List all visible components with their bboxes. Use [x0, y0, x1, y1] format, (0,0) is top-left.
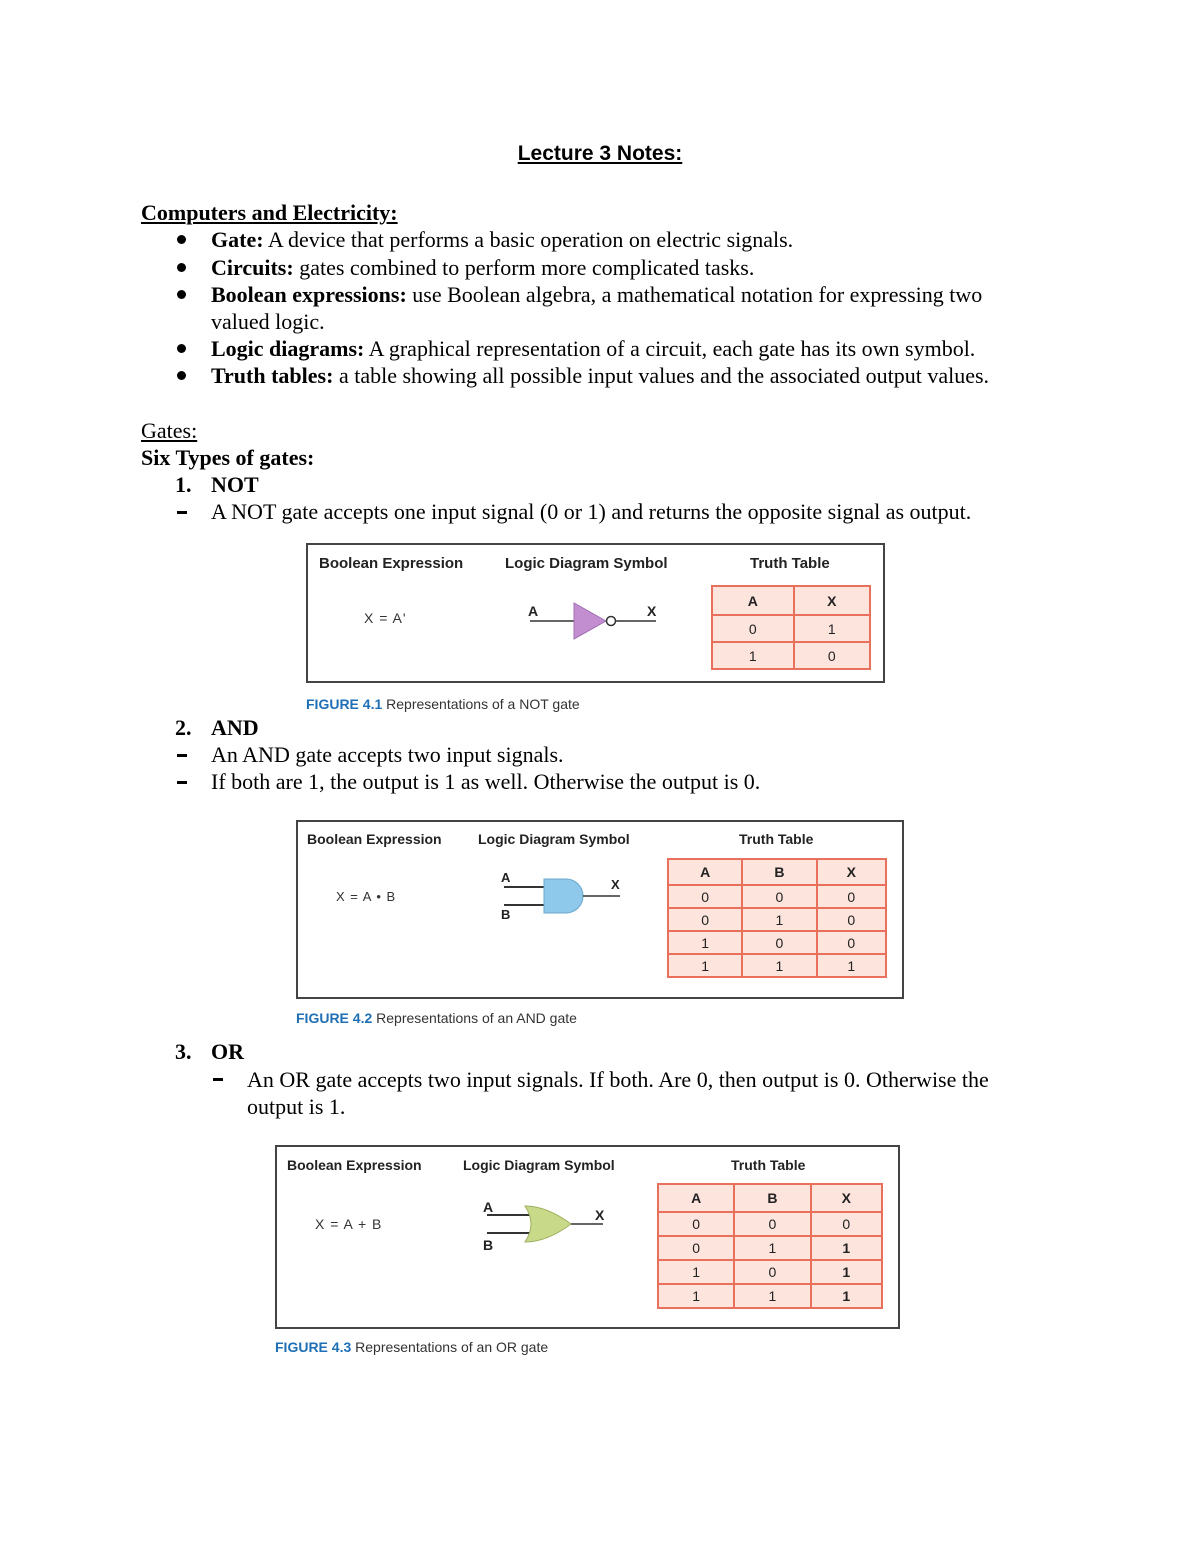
dash-icon: [177, 754, 187, 757]
table-cell: 0: [811, 1212, 882, 1236]
table-cell: 0: [742, 885, 816, 908]
header-boolean-expression: Boolean Expression: [319, 555, 464, 572]
table-header-cell: A: [712, 586, 794, 615]
header-truth-table: Truth Table: [750, 555, 830, 572]
figure-caption: [306, 696, 580, 712]
input-label-a: A: [483, 1199, 494, 1215]
table-header-row: [658, 1184, 882, 1212]
table-row: [658, 1236, 882, 1260]
figure-number: FIGURE 4.2: [296, 1010, 373, 1026]
table-header-row: [712, 586, 870, 615]
table-row: [712, 615, 870, 642]
input-label-a: A: [501, 870, 511, 885]
definition: use Boolean algebra, a mathematical notation for expressing two: [406, 282, 983, 307]
dash-icon: [177, 511, 187, 514]
not-gate-triangle: [574, 603, 606, 639]
table-row: [668, 885, 886, 908]
gate-number: 3.: [175, 1039, 192, 1064]
term: Logic diagrams:: [211, 336, 365, 361]
definition-continued: valued logic.: [211, 309, 325, 334]
header-truth-table: Truth Table: [731, 1157, 806, 1173]
gate-note-continued: output is 1.: [247, 1094, 346, 1119]
table-row: [668, 954, 886, 977]
table-cell: 1: [712, 642, 794, 669]
dash-icon: [213, 1078, 223, 1081]
table-row: [712, 642, 870, 669]
table-cell: 0: [668, 885, 742, 908]
table-header-cell: X: [817, 859, 887, 885]
table-cell: 1: [734, 1284, 810, 1308]
input-label-b: B: [483, 1237, 494, 1253]
input-label-a: A: [528, 603, 539, 619]
table-cell: 0: [794, 642, 870, 669]
section-heading-computers: Computers and Electricity:: [141, 200, 398, 225]
header-logic-diagram: Logic Diagram Symbol: [478, 831, 630, 847]
gate-number: 1.: [175, 472, 192, 497]
table-cell: 1: [668, 954, 742, 977]
header-logic-diagram: Logic Diagram Symbol: [505, 555, 668, 572]
bullet-icon: [177, 263, 186, 272]
table-cell: 1: [742, 954, 816, 977]
header-logic-diagram: Logic Diagram Symbol: [463, 1157, 615, 1173]
or-gate-body: [525, 1206, 571, 1242]
term: Circuits:: [211, 255, 294, 280]
boolean-expression: X = A • B: [336, 889, 397, 904]
table-cell: 1: [811, 1236, 882, 1260]
inversion-bubble: [607, 617, 616, 626]
output-label-x: X: [595, 1207, 605, 1223]
caption-text: Representations of an AND gate: [372, 1010, 577, 1026]
table-cell: 0: [658, 1212, 734, 1236]
and-gate-body: [544, 879, 583, 913]
figure-number: FIGURE 4.1: [306, 696, 383, 712]
table-cell: 0: [712, 615, 794, 642]
table-cell: 0: [734, 1212, 810, 1236]
table-cell: 0: [734, 1260, 810, 1284]
table-row: [668, 908, 886, 931]
and-gate-symbol: [498, 870, 628, 920]
caption-text: Representations of a NOT gate: [382, 696, 580, 712]
table-header-cell: A: [668, 859, 742, 885]
table-cell: 1: [811, 1284, 882, 1308]
table-cell: 0: [817, 908, 887, 931]
caption-text: Representations of an OR gate: [351, 1339, 549, 1355]
table-cell: 1: [658, 1260, 734, 1284]
figure-number: FIGURE 4.3: [275, 1339, 352, 1355]
dash-icon: [177, 781, 187, 784]
header-boolean-expression: Boolean Expression: [287, 1157, 422, 1173]
figure-caption: [275, 1339, 548, 1355]
term: Truth tables:: [211, 363, 334, 388]
header-boolean-expression: Boolean Expression: [307, 831, 442, 847]
list-item: [211, 254, 754, 281]
table-cell: 0: [658, 1236, 734, 1260]
definition: A device that performs a basic operation on electric signals.: [263, 227, 794, 252]
table-cell: 1: [742, 908, 816, 931]
figure-caption: [296, 1010, 577, 1026]
definition: a table showing all possible input values and the associated output values.: [333, 363, 990, 388]
definition: A graphical representation of a circuit, each gate has its own symbol.: [364, 336, 976, 361]
not-gate-symbol: [524, 595, 664, 645]
subheading-six-types: Six Types of gates:: [141, 445, 315, 470]
table-row: [668, 931, 886, 954]
list-item: [211, 362, 989, 389]
bullet-icon: [177, 235, 186, 244]
boolean-expression: X = A': [364, 610, 407, 626]
table-header-row: [668, 859, 886, 885]
table-row: [658, 1260, 882, 1284]
table-header-cell: A: [658, 1184, 734, 1212]
truth-table-not: [711, 585, 871, 670]
truth-table-or: [657, 1183, 883, 1309]
list-item: [211, 226, 793, 253]
term: Gate:: [211, 227, 264, 252]
figure-not-gate: [306, 543, 885, 683]
header-truth-table: Truth Table: [739, 831, 814, 847]
table-cell: 1: [734, 1236, 810, 1260]
table-header-cell: X: [811, 1184, 882, 1212]
table-header-cell: B: [734, 1184, 810, 1212]
table-header-cell: X: [794, 586, 870, 615]
output-label-x: X: [647, 603, 657, 619]
table-cell: 0: [817, 885, 887, 908]
bullet-icon: [177, 290, 186, 299]
list-item: [211, 281, 982, 308]
gate-note: If both are 1, the output is 1 as well. Otherwise the output is 0.: [211, 769, 761, 794]
gate-note: An AND gate accepts two input signals.: [211, 742, 564, 767]
table-row: [658, 1212, 882, 1236]
section-heading-gates: Gates:: [141, 418, 198, 443]
gate-note: A NOT gate accepts one input signal (0 or 1) and returns the opposite signal as output.: [211, 499, 972, 524]
boolean-expression: X = A + B: [315, 1216, 383, 1232]
table-cell: 0: [742, 931, 816, 954]
table-cell: 1: [811, 1260, 882, 1284]
bullet-icon: [177, 344, 186, 353]
list-item: [211, 335, 975, 362]
or-gate-symbol: [481, 1199, 611, 1249]
gate-number: 2.: [175, 715, 192, 740]
page-title: Lecture 3 Notes:: [517, 142, 683, 165]
table-cell: 0: [668, 908, 742, 931]
table-cell: 0: [817, 931, 887, 954]
term: Boolean expressions:: [211, 282, 407, 307]
definition: gates combined to perform more complicated tasks.: [293, 255, 755, 280]
gate-name-not: NOT: [211, 472, 259, 497]
figure-or-gate: [275, 1145, 900, 1329]
table-cell: 1: [658, 1284, 734, 1308]
gate-note: An OR gate accepts two input signals. If both. Are 0, then output is 0. Otherwise the: [247, 1067, 989, 1092]
bullet-icon: [177, 371, 186, 380]
table-row: [658, 1284, 882, 1308]
gate-name-or: OR: [211, 1039, 244, 1064]
table-header-cell: B: [742, 859, 816, 885]
table-cell: 1: [794, 615, 870, 642]
table-cell: 1: [817, 954, 887, 977]
input-label-b: B: [501, 907, 511, 922]
gate-name-and: AND: [211, 715, 259, 740]
truth-table-and: [667, 858, 887, 978]
output-label-x: X: [611, 877, 620, 892]
figure-and-gate: [296, 820, 904, 999]
table-cell: 1: [668, 931, 742, 954]
